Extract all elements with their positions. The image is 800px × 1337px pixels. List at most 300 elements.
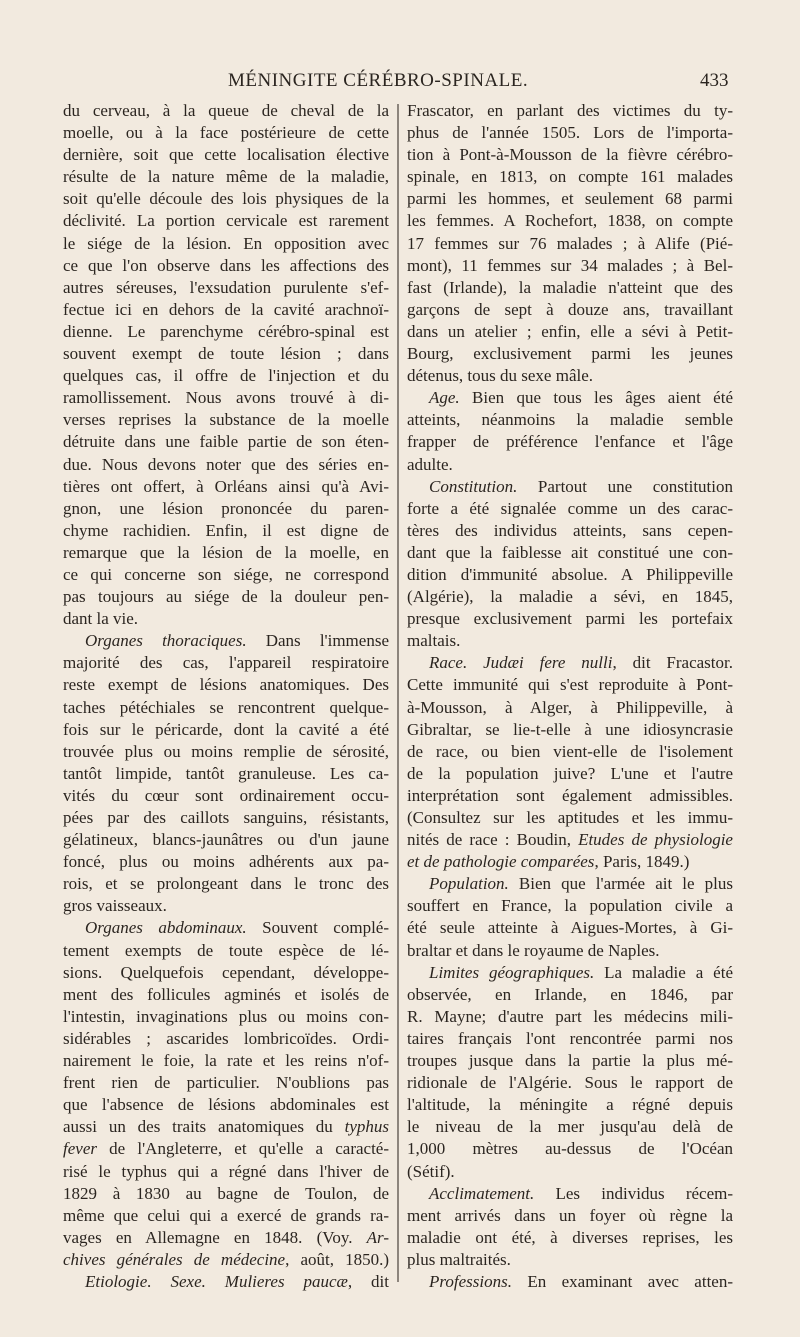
body-text: nités de race : Boudin, (407, 830, 579, 850)
text-line (63, 210, 389, 232)
body-text: 1829 à 1830 au bagne de Toulon, de (63, 1183, 389, 1203)
body-text: R. Mayne; d'autre part les médecins mili- (407, 1006, 733, 1026)
text-line-content (63, 188, 389, 210)
column-divider (397, 104, 399, 1282)
text-line (63, 564, 389, 586)
text-line-content (63, 807, 389, 829)
text-line (63, 233, 389, 255)
text-line (407, 1028, 733, 1050)
body-text: garçons de sept à douze ans, travaillant (407, 299, 733, 319)
text-line-content (429, 1271, 733, 1293)
italic-text: Age. (429, 388, 460, 408)
body-text: dienne. Le parenchyme cérébro-spinal est (63, 321, 389, 341)
text-line (407, 873, 733, 895)
text-line (407, 476, 733, 498)
text-line (407, 454, 733, 476)
text-line-content (407, 1227, 733, 1249)
text-line (63, 1183, 389, 1205)
body-text: du cerveau, à la queue de cheval de la (63, 101, 389, 120)
text-line-content (63, 100, 389, 122)
text-line-content (407, 210, 733, 232)
text-line (63, 873, 389, 895)
text-line (407, 984, 733, 1006)
body-text: risé le typhus qui a régné dans l'hiver de (63, 1161, 389, 1181)
body-text: forte a été signalée comme un des carac- (407, 498, 733, 518)
text-line-content (63, 1006, 389, 1028)
text-line (407, 1183, 733, 1205)
text-line-content (407, 122, 733, 144)
text-line (407, 1205, 733, 1227)
text-line (63, 299, 389, 321)
text-line (63, 454, 389, 476)
body-text: fast (Irlande), la maladie n'atteint que des (407, 277, 733, 297)
body-text: observée, en Irlande, en 1846, par (407, 984, 733, 1004)
text-line (407, 630, 733, 652)
right-column (407, 100, 733, 1293)
text-line (407, 520, 733, 542)
body-text: tères des individus atteints, sans cepen- (407, 520, 733, 540)
text-line (407, 299, 733, 321)
text-line (407, 851, 733, 873)
body-text: ce qui concerne son siége, ne correspond (63, 564, 389, 584)
text-line-content (63, 1205, 389, 1227)
body-text: , dit (347, 1271, 389, 1291)
text-line (407, 1094, 733, 1116)
text-line (63, 343, 389, 365)
italic-text: typhus (344, 1117, 389, 1137)
text-line (407, 741, 733, 763)
text-line-content (63, 542, 389, 564)
text-line (407, 829, 733, 851)
text-line-content (63, 1183, 389, 1205)
body-text: tement exempts de toute espèce de lé- (63, 940, 389, 960)
body-text: été seule atteinte à Aigues-Mortes, à Gi- (407, 918, 733, 938)
body-text: détruite dans une faible partie de son éten- (63, 432, 389, 452)
text-line (407, 498, 733, 520)
body-text: ridionale de l'Algérie. Sous le rapport de (407, 1073, 733, 1093)
text-line-content (63, 255, 389, 277)
text-line (63, 1138, 389, 1160)
text-line-content (407, 719, 733, 741)
body-text: pas toujours au siége de la douleur pen- (63, 587, 389, 607)
body-text: (Consultez sur les aptitudes et les immu- (407, 808, 733, 827)
text-line (407, 255, 733, 277)
body-text: le niveau de la mer jusqu'au delà de (407, 1117, 733, 1137)
page-header (0, 64, 800, 94)
text-line-content (85, 1271, 389, 1293)
body-text: Partout une constitution (517, 476, 733, 496)
text-line-content (429, 962, 733, 984)
text-line (407, 608, 733, 630)
text-line (407, 343, 733, 365)
text-line (63, 1227, 389, 1249)
body-text: dant que la faiblesse ait constitué une con- (407, 542, 733, 562)
text-line (407, 1161, 733, 1183)
text-line (407, 1006, 733, 1028)
text-line-content (63, 1161, 389, 1183)
body-text: reste exempt de lésions anatomiques. Des (63, 675, 389, 695)
text-line-content (63, 652, 389, 674)
text-line (63, 697, 389, 719)
body-text: frapper de préférence l'enfance et l'âge (407, 432, 733, 452)
body-text: soit qu'elle découle des lois physiques de la (63, 189, 389, 209)
text-line (407, 233, 733, 255)
text-line-content (63, 431, 389, 453)
body-text: souvent exempt de toute lésion ; dans (63, 344, 389, 364)
body-text: dant la vie. (63, 609, 139, 629)
text-line (63, 1205, 389, 1227)
text-line-content (63, 1072, 389, 1094)
body-text: l'intestin, invaginations plus ou moins con- (63, 1006, 389, 1026)
body-text: (Sétif). (407, 1161, 455, 1181)
text-line (63, 608, 389, 630)
text-line-content (407, 144, 733, 166)
text-line (407, 277, 733, 299)
body-text: détenus, tous du sexe mâle. (407, 366, 594, 386)
text-line (63, 122, 389, 144)
text-line (63, 255, 389, 277)
body-text: atteints, néanmoins la maladie semble (407, 410, 733, 430)
text-line-content (63, 476, 389, 498)
text-line-content (63, 1094, 389, 1116)
body-text: Les individus récem- (534, 1183, 733, 1203)
text-line-content (407, 233, 733, 255)
text-line (407, 652, 733, 674)
text-line-content (63, 564, 389, 586)
body-text: chyme rachidien. Enfin, il est digne de (63, 520, 389, 540)
body-text: à-Mousson, à Alger, à Philippeville, à (407, 697, 733, 717)
text-line (63, 829, 389, 851)
text-line (407, 122, 733, 144)
text-line (63, 1072, 389, 1094)
text-line (63, 1161, 389, 1183)
text-line (63, 962, 389, 984)
body-text: Dans l'immense (246, 631, 389, 651)
text-line-content (63, 586, 389, 608)
text-line-content (407, 1094, 733, 1116)
body-text: (Algérie), la maladie a sévi, en 1845, (407, 587, 733, 607)
text-line (407, 210, 733, 232)
text-line-content (407, 1072, 733, 1094)
text-line-content (63, 365, 389, 387)
text-line-content (63, 1249, 389, 1271)
text-line-content (63, 343, 389, 365)
text-line-content (63, 829, 389, 851)
page-number: 433 (700, 70, 729, 91)
text-line-content (407, 1028, 733, 1050)
text-line-content (63, 277, 389, 299)
body-text: résulte de la nature même de la maladie, (63, 167, 389, 187)
text-line (407, 586, 733, 608)
text-line (63, 1094, 389, 1116)
text-line-content (63, 895, 389, 917)
body-text: fois sur le péricarde, dont la cavité a été (63, 719, 389, 739)
body-text: frent rien de particulier. N'oublions pas (63, 1073, 389, 1093)
body-text: 17 femmes sur 76 malades ; à Alife (Pié- (407, 233, 733, 253)
text-line (63, 719, 389, 741)
body-text: parmi les hommes, et seulement 68 parmi (407, 189, 733, 209)
text-line-content (63, 1050, 389, 1072)
text-line (63, 652, 389, 674)
text-line-content (407, 917, 733, 939)
body-text: sidérables ; ascarides lombricoïdes. Ordi- (63, 1028, 389, 1048)
text-line-content (63, 984, 389, 1006)
text-line (407, 166, 733, 188)
text-line-content (63, 674, 389, 696)
text-line-content (407, 166, 733, 188)
text-line (407, 697, 733, 719)
italic-text: Population. (429, 874, 509, 894)
text-line-content (63, 409, 389, 431)
text-line-content (63, 454, 389, 476)
text-line (407, 962, 733, 984)
text-line (407, 100, 733, 122)
body-text: gélatineux, blancs-jaunâtres ou d'un jaune (63, 830, 389, 850)
body-text: phus de l'année 1505. Lors de l'importa- (407, 123, 733, 143)
body-text: La maladie a été (594, 962, 733, 982)
body-text: , août, 1850.) (285, 1249, 389, 1269)
italic-text: et de pathologie comparées (407, 852, 595, 872)
text-line (63, 851, 389, 873)
italic-text: Ar- (366, 1227, 389, 1247)
text-line (63, 895, 389, 917)
body-text: de race, ou bien vient-elle de l'isolement (407, 741, 733, 761)
text-line (63, 542, 389, 564)
body-text: due. Nous devons noter que des séries en- (63, 454, 389, 474)
text-line-content (407, 1116, 733, 1138)
text-line-content (407, 674, 733, 696)
text-line-content (407, 851, 733, 873)
text-line (407, 719, 733, 741)
text-line-content (63, 520, 389, 542)
text-line (63, 1006, 389, 1028)
italic-text: chives générales de médecine (63, 1249, 286, 1269)
text-line-content (407, 299, 733, 321)
text-line (63, 674, 389, 696)
text-line (63, 321, 389, 343)
text-line-content (407, 454, 733, 476)
text-line (63, 1028, 389, 1050)
text-line (407, 674, 733, 696)
text-line-content (407, 697, 733, 719)
text-line (407, 785, 733, 807)
text-line-content (407, 343, 733, 365)
text-line (63, 100, 389, 122)
text-line-content (407, 520, 733, 542)
text-line (63, 1116, 389, 1138)
body-text: pées par des caillots sanguins, résistants, (63, 808, 389, 827)
text-line-content (85, 630, 389, 652)
text-line-content (407, 431, 733, 453)
text-line-content (407, 763, 733, 785)
body-text: dans un atelier ; enfin, elle a sévi à Petit- (407, 321, 733, 341)
body-text: majorité des cas, l'appareil respiratoire (63, 653, 389, 673)
text-line-content (407, 785, 733, 807)
text-line-content (63, 166, 389, 188)
body-text: taches pétéchiales se rencontrent quelque- (63, 697, 389, 717)
text-line-content (407, 542, 733, 564)
text-line (63, 1249, 389, 1271)
body-text: tantôt limpide, tantôt granuleuse. Les ca- (63, 763, 389, 783)
body-text: En examinant avec atten- (511, 1271, 733, 1291)
text-line (407, 144, 733, 166)
body-text: tières ont offert, à Orléans ainsi qu'à Avi- (63, 476, 389, 496)
body-text: même que celui qui a exercé de grands ra- (63, 1205, 389, 1225)
text-line-content (63, 299, 389, 321)
text-line (63, 785, 389, 807)
body-text: l'altitude, la méningite a régné depuis (407, 1095, 733, 1115)
body-text: que l'absence de lésions abdominales est (63, 1095, 389, 1115)
text-line-content (85, 917, 389, 939)
text-line-content (63, 144, 389, 166)
text-line (63, 940, 389, 962)
body-text: les femmes. A Rochefort, 1838, on compte (407, 211, 733, 231)
text-line (63, 741, 389, 763)
body-text: verses reprises la substance de la moelle (63, 410, 389, 430)
body-text: 1,000 mètres au-dessus de l'Océan (407, 1139, 733, 1159)
text-line-content (407, 984, 733, 1006)
text-line (63, 277, 389, 299)
body-text: le siége de la lésion. En opposition avec (63, 233, 389, 253)
italic-text: fever (63, 1139, 97, 1159)
italic-text: Organes abdominaux. (85, 918, 247, 938)
left-column (63, 100, 389, 1293)
text-line (407, 807, 733, 829)
body-text: braltar et dans le royaume de Naples. (407, 940, 660, 960)
body-text: troupes jusque dans la partie la plus mé- (407, 1051, 733, 1071)
text-line (63, 807, 389, 829)
body-text: gros vaisseaux. (63, 896, 167, 916)
text-line (407, 387, 733, 409)
body-text: presque exclusivement parmi les portefaix (407, 609, 733, 629)
body-text: fectue ici en dehors de la cavité arachnoï- (63, 299, 389, 319)
text-line (407, 1050, 733, 1072)
body-text: moelle, ou à la face postérieure de cette (63, 123, 389, 143)
text-line-content (429, 476, 733, 498)
text-line (63, 763, 389, 785)
body-text: gnon, une lésion prononcée du paren- (63, 498, 389, 518)
body-text: maladie ont été, à diverses reprises, les (407, 1227, 733, 1247)
body-text: déclivité. La portion cervicale est rarement (63, 211, 389, 231)
text-line-content (63, 122, 389, 144)
text-line (407, 1271, 733, 1293)
text-line (407, 763, 733, 785)
italic-text: Acclimatement. (429, 1183, 535, 1203)
body-text: Cette immunité qui s'est reproduite à Pont- (407, 675, 733, 695)
text-line-content (407, 807, 733, 829)
text-line (407, 1072, 733, 1094)
text-line-content (63, 719, 389, 741)
text-line-content (63, 697, 389, 719)
text-line (63, 520, 389, 542)
body-text: vités du cœur sont ordinairement occu- (63, 785, 389, 805)
text-line (407, 940, 733, 962)
text-line-content (407, 365, 733, 387)
body-text: sions. Quelquefois cependant, développe- (63, 962, 389, 982)
italic-text: Constitution. (429, 476, 518, 496)
body-text: adulte. (407, 454, 453, 474)
body-text: aussi un des traits anatomiques du (63, 1117, 345, 1137)
text-line (407, 431, 733, 453)
italic-text: Professions. (429, 1271, 512, 1291)
body-text: , dit Fracastor. (612, 653, 733, 673)
text-line-content (407, 1006, 733, 1028)
body-text: plus maltraités. (407, 1249, 511, 1269)
italic-text: Etudes de physiologie (578, 830, 733, 850)
body-text: Gibraltar, se lie-t-elle à une idiosyncrasie (407, 719, 733, 739)
text-line (407, 1249, 733, 1271)
text-line-content (407, 1249, 733, 1271)
body-text: Frascator, en parlant des victimes du ty- (407, 101, 733, 120)
text-line-content (429, 873, 733, 895)
body-text: souffert en France, la population civile a (407, 896, 733, 916)
text-line (63, 630, 389, 652)
text-line-content (407, 829, 733, 851)
text-line-content (429, 387, 733, 409)
body-text: trouvée plus ou moins remplie de sérosité, (63, 741, 389, 761)
body-text: taires français l'ont rencontrée parmi nos (407, 1028, 733, 1048)
text-line-content (63, 763, 389, 785)
body-text: autres séreuses, l'exsudation purulente s'ef- (63, 277, 389, 297)
text-line-content (63, 940, 389, 962)
text-line-content (407, 1161, 733, 1183)
text-line (407, 917, 733, 939)
text-line-content (63, 387, 389, 409)
text-line-content (63, 873, 389, 895)
body-text: vages en Allemagne en 1848. (Voy. (63, 1227, 367, 1247)
text-line (407, 321, 733, 343)
text-line (63, 409, 389, 431)
text-line (63, 476, 389, 498)
text-line-content (63, 1227, 389, 1249)
text-line-content (63, 741, 389, 763)
text-line (63, 498, 389, 520)
text-line (63, 984, 389, 1006)
body-text: Bourg, exclusivement parmi les jeunes (407, 344, 733, 364)
text-line (407, 542, 733, 564)
body-text: nairement le foie, la rate et les reins n'of- (63, 1051, 389, 1071)
italic-text: Etiologie. Sexe. Mulieres paucæ (85, 1271, 348, 1291)
body-text: mont), 11 femmes sur 34 malades ; à Bel- (407, 255, 733, 275)
body-text: foncé, plus ou moins adhérents aux pa- (63, 852, 389, 872)
text-line-content (407, 564, 733, 586)
text-line (63, 917, 389, 939)
italic-text: Limites géographiques. (429, 962, 595, 982)
text-line (407, 895, 733, 917)
body-text: rois, et se prolongeant dans le tronc des (63, 874, 389, 894)
body-text: maltais. (407, 631, 461, 651)
body-text: spinale, en 1813, on compte 161 malades (407, 167, 733, 187)
text-line-content (63, 851, 389, 873)
text-line-content (407, 940, 733, 962)
text-line-content (63, 210, 389, 232)
body-text: remarque que la lésion de la moelle, en (63, 542, 389, 562)
body-text: ramollissement. Nous avons trouvé à di- (63, 388, 389, 408)
text-line (63, 166, 389, 188)
text-line-content (63, 785, 389, 807)
text-line (63, 431, 389, 453)
text-line-content (407, 586, 733, 608)
text-line (63, 586, 389, 608)
text-line-content (63, 233, 389, 255)
text-line (63, 1271, 389, 1293)
text-line (407, 564, 733, 586)
text-line-content (63, 1138, 389, 1160)
text-line-content (407, 498, 733, 520)
text-line-content (407, 895, 733, 917)
text-line (407, 1138, 733, 1160)
text-line-content (407, 1050, 733, 1072)
